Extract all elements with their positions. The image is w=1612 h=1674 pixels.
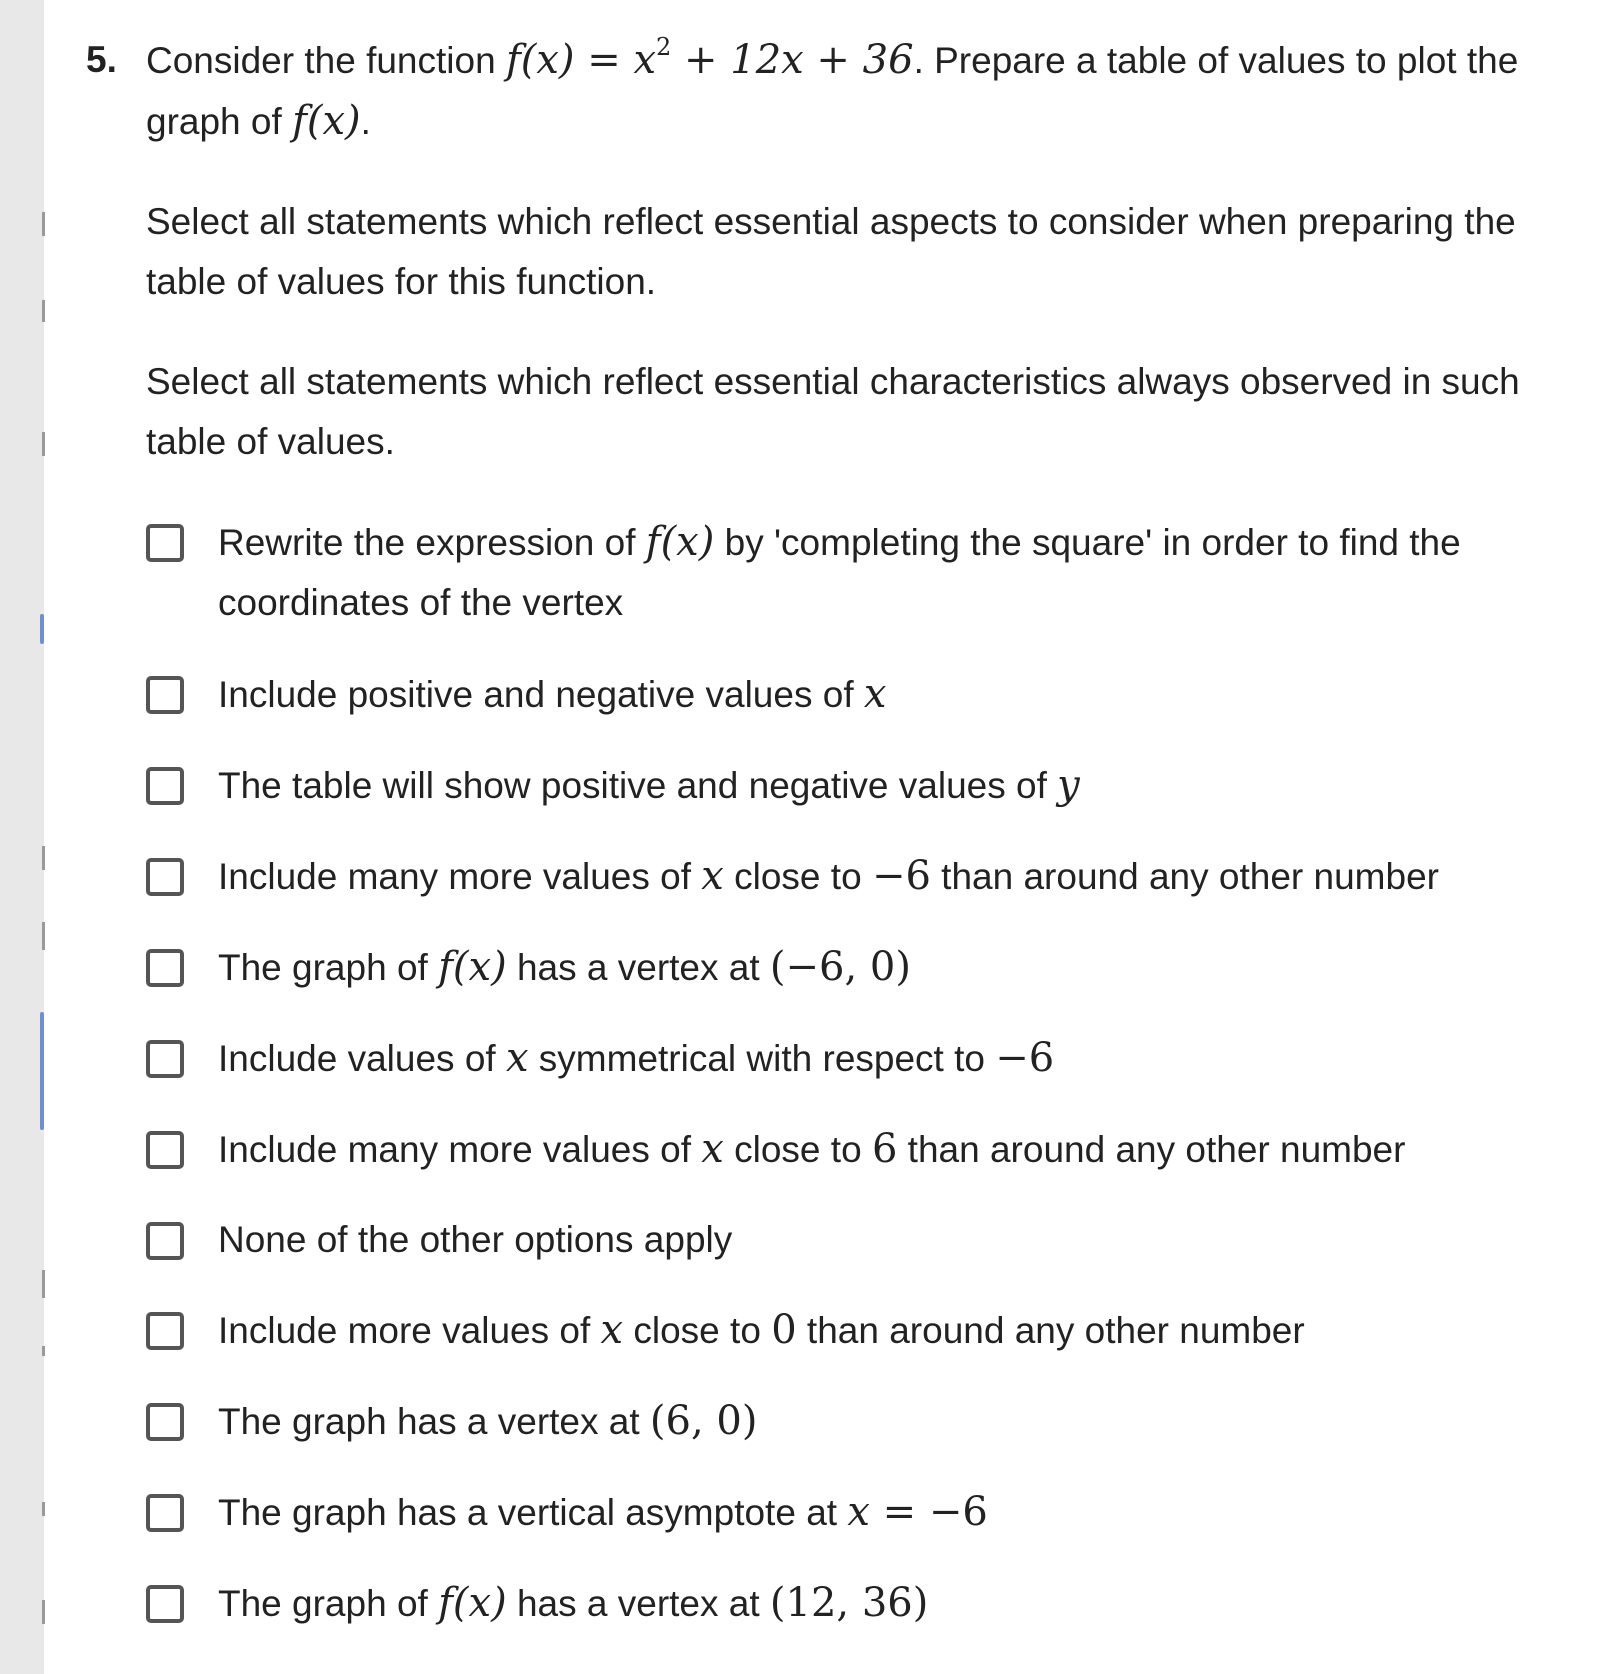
- function-ref: f(x): [292, 98, 361, 144]
- option-text: close to: [723, 1129, 872, 1170]
- question-number: 5.: [86, 39, 117, 80]
- strip-tick: [42, 1346, 45, 1356]
- option-text: Include many more values of: [218, 1129, 702, 1170]
- strip-tick: [42, 1600, 45, 1624]
- option-label: [218, 1482, 1568, 1543]
- option-text: The graph has a vertex at: [218, 1401, 650, 1442]
- option-math: = −6: [869, 1489, 988, 1535]
- option-text: than around any other number: [796, 1310, 1305, 1351]
- function-lhs: f(x) =: [505, 37, 634, 83]
- strip-tick: [42, 846, 45, 870]
- strip-tick: [42, 300, 45, 322]
- function-term-rest: + 12x + 36: [671, 37, 914, 83]
- option-label: [218, 1028, 1568, 1089]
- option-label: [218, 1210, 1568, 1270]
- option-checkbox[interactable]: [146, 524, 184, 562]
- strip-tick: [42, 432, 45, 456]
- question-suffix: . Prepare a table of values to plot the graph of: [146, 40, 1519, 142]
- option-math: −6: [871, 853, 931, 899]
- question-prefix: Consider the function: [146, 40, 506, 81]
- option-text: The graph has a vertical asymptote at: [218, 1492, 848, 1533]
- option-math: x: [847, 1489, 870, 1535]
- option-text: symmetrical with respect to: [528, 1038, 996, 1079]
- option-math: −6: [995, 1035, 1055, 1081]
- option-checkbox[interactable]: [146, 858, 184, 896]
- option-math: 0: [771, 1307, 797, 1353]
- option-math: x: [701, 853, 724, 899]
- option-checkbox[interactable]: [146, 1403, 184, 1441]
- option-label: [218, 512, 1568, 633]
- option-label: [218, 1300, 1568, 1361]
- option-math: 6: [871, 1126, 898, 1172]
- function-exponent: 2: [656, 33, 672, 61]
- option-checkbox[interactable]: [146, 949, 184, 987]
- option-text: than around any other number: [930, 856, 1439, 897]
- option-math: (12, 36): [769, 1580, 929, 1626]
- option-text: close to: [723, 856, 872, 897]
- option-math: x: [600, 1307, 624, 1353]
- strip-tick: [42, 1270, 45, 1298]
- option-checkbox[interactable]: [146, 767, 184, 805]
- function-term-x: x: [633, 37, 657, 83]
- option-text: close to: [623, 1310, 772, 1351]
- option-checkbox[interactable]: [146, 1222, 184, 1260]
- instruction-aspects: Select all statements which reflect essential aspects to consider when preparing the table of values for this function.: [146, 201, 1516, 302]
- strip-tick: [42, 1502, 45, 1516]
- option-label: [218, 755, 1568, 816]
- strip-tick: [40, 1012, 44, 1130]
- option-text: has a vertex at: [506, 947, 770, 988]
- option-math: f(x): [438, 944, 507, 990]
- option-math: f(x): [438, 1580, 507, 1626]
- instruction-characteristics: Select all statements which reflect essential characteristics always observed in such table of values.: [146, 361, 1520, 462]
- option-label: [218, 1119, 1568, 1180]
- option-text: than around any other number: [897, 1129, 1406, 1170]
- option-text: Include many more values of: [218, 856, 702, 897]
- option-text: Rewrite the expression of: [218, 522, 646, 563]
- option-math: x: [505, 1035, 529, 1081]
- strip-tick: [42, 212, 45, 236]
- option-math: f(x): [645, 519, 715, 565]
- option-text: The graph of: [218, 1583, 439, 1624]
- option-text: Include more values of: [218, 1310, 601, 1351]
- strip-tick: [40, 614, 44, 644]
- option-text: None of the other options apply: [218, 1219, 733, 1260]
- question-text: [146, 30, 1566, 152]
- option-math: (6, 0): [649, 1398, 758, 1444]
- option-text: Include values of: [218, 1038, 506, 1079]
- option-math: y: [1057, 762, 1080, 808]
- option-checkbox[interactable]: [146, 1585, 184, 1623]
- option-checkbox[interactable]: [146, 676, 184, 714]
- option-checkbox[interactable]: [146, 1040, 184, 1078]
- option-label: [218, 846, 1568, 907]
- option-text: by 'completing the square' in order to find the coordinates of the vertex: [218, 522, 1461, 623]
- option-text: The graph of: [218, 947, 439, 988]
- option-text: Include positive and negative values of: [218, 674, 864, 715]
- option-checkbox[interactable]: [146, 1494, 184, 1532]
- option-label: [218, 937, 1568, 998]
- option-label: [218, 1391, 1568, 1452]
- option-label: [218, 664, 1568, 725]
- question-end: .: [360, 101, 371, 142]
- option-text: The table will show positive and negative values of: [218, 765, 1058, 806]
- option-math: x: [863, 671, 887, 717]
- strip-tick: [42, 922, 45, 950]
- option-checkbox[interactable]: [146, 1131, 184, 1169]
- option-label: [218, 1573, 1568, 1634]
- left-sidebar-strip: [0, 0, 44, 1674]
- option-text: has a vertex at: [506, 1583, 770, 1624]
- option-math: (−6, 0): [769, 944, 911, 990]
- option-checkbox[interactable]: [146, 1312, 184, 1350]
- option-math: x: [701, 1126, 724, 1172]
